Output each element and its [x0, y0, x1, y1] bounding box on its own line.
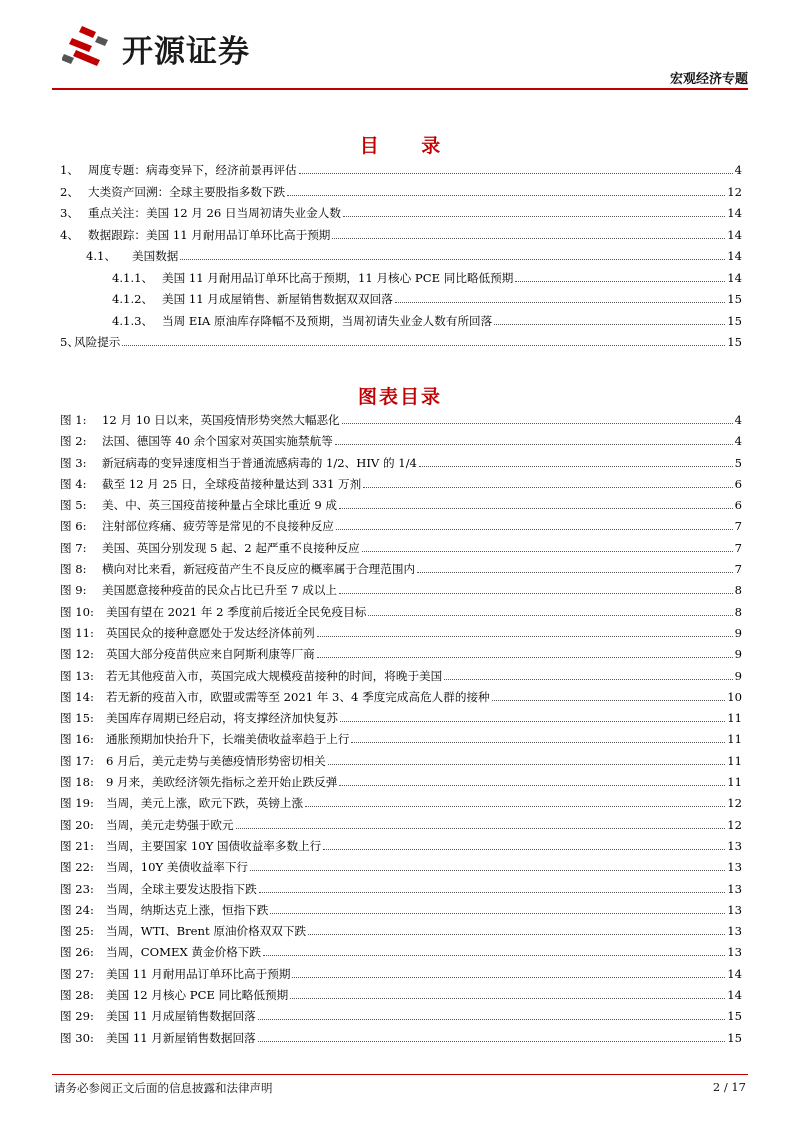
- dot-leader: [339, 508, 733, 509]
- figure-entry-page: 11: [727, 711, 742, 726]
- figure-entry-title: 当周，10Y 美债收益率下行: [106, 860, 249, 875]
- dot-leader: [419, 466, 733, 467]
- dot-leader: [339, 593, 733, 594]
- figure-entry[interactable]: [60, 795, 742, 816]
- dot-leader: [492, 700, 726, 701]
- figure-entry-number: 图 3:: [60, 455, 87, 470]
- figure-entry-title: 英国民众的接种意愿处于发达经济体前列: [106, 625, 315, 640]
- figure-entry[interactable]: [60, 753, 742, 774]
- figure-entry-number: 图 13:: [60, 668, 94, 683]
- figure-entry-title: 美国库存周期已经启动，将支撑经济加快复苏: [106, 711, 338, 726]
- toc-entry-title: 风险提示: [74, 335, 121, 349]
- figure-entry-number: 图 30:: [60, 1030, 94, 1045]
- page-header: [0, 0, 800, 92]
- toc-entry[interactable]: [60, 162, 742, 184]
- dot-leader: [342, 423, 733, 424]
- figure-entry-page: 10: [727, 689, 742, 704]
- dot-leader: [236, 828, 726, 829]
- figure-entry-page: 4: [734, 413, 742, 427]
- figure-entry-page: 13: [727, 860, 742, 875]
- figure-entry-title: 若无其他疫苗入市，英国完成大规模疫苗接种的时间，将晚于美国: [106, 668, 443, 683]
- toc-entry-title: 当周 EIA 原油库存降幅不及预期，当周初请失业金人数有所回落: [162, 313, 493, 328]
- figure-entry-title: 法国、德国等 40 余个国家对英国实施禁航等: [102, 434, 333, 449]
- toc-entry-page: 14: [727, 227, 742, 242]
- figure-entry[interactable]: [60, 646, 742, 667]
- toc-entry-number: 4.1.2、: [112, 292, 154, 306]
- figure-entry-page: 11: [727, 775, 742, 790]
- dot-leader: [363, 487, 732, 488]
- figure-entry-title: 美国 11 月成屋销售数据回落: [106, 1009, 256, 1024]
- dot-leader: [444, 679, 732, 680]
- figure-entry-title: 英国大部分疫苗供应来自阿斯利康等厂商: [106, 647, 315, 662]
- figure-entry[interactable]: [60, 497, 742, 518]
- figure-entry-page: 14: [727, 988, 742, 1003]
- figure-entry[interactable]: [60, 604, 742, 625]
- kaiyuan-logo-icon: [62, 24, 112, 72]
- figure-entry-number: 图 19:: [60, 796, 94, 811]
- toc-entry[interactable]: [60, 184, 742, 206]
- figure-entry-page: 13: [727, 902, 742, 917]
- figure-entry-number: 图 18:: [60, 775, 94, 790]
- figure-entry[interactable]: [60, 412, 742, 433]
- figure-entry[interactable]: [60, 476, 742, 497]
- dot-leader: [362, 551, 733, 552]
- toc-entry-number: 3、: [60, 206, 79, 220]
- figure-entry-title: 9 月来，美欧经济领先指标之差开始止跌反弹: [106, 775, 338, 790]
- dot-leader: [292, 977, 725, 978]
- toc-entry[interactable]: [60, 334, 742, 356]
- toc-entry-page: 15: [727, 313, 742, 328]
- figure-entry-page: 6: [734, 476, 742, 491]
- footer-disclaimer: 请务必参阅正文后面的信息披露和法律声明: [54, 1081, 273, 1095]
- figure-entry-title: 若无新的疫苗入市，欧盟或需等至 2021 年 3、4 季度完成高危人群的接种: [106, 689, 490, 704]
- figure-entry-title: 注射部位疼痛、疲劳等是常见的不良接种反应: [102, 519, 334, 534]
- figure-entry[interactable]: [60, 518, 742, 539]
- figure-entry-number: 图 26:: [60, 945, 94, 960]
- dot-leader: [515, 281, 725, 282]
- dot-leader: [308, 934, 725, 935]
- figure-entry-page: 8: [734, 604, 742, 619]
- figure-entry-number: 图 17:: [60, 753, 94, 768]
- figure-entry-number: 图 7:: [60, 540, 87, 555]
- figure-entry-number: 图 23:: [60, 881, 94, 896]
- figure-entry-page: 11: [727, 732, 742, 747]
- figure-entry-number: 图 25:: [60, 924, 94, 939]
- dot-leader: [258, 1019, 726, 1020]
- toc-entry-number: 4.1、: [86, 249, 117, 263]
- figure-entry-number: 图 16:: [60, 732, 94, 747]
- figure-entry[interactable]: [60, 966, 742, 987]
- figure-entry-title: 美国愿意接种疫苗的民众占比已升至 7 成以上: [102, 583, 338, 598]
- figure-entry-page: 12: [727, 796, 742, 811]
- figure-entry-page: 9: [734, 647, 742, 662]
- figure-list-title: 图表目录: [357, 386, 442, 408]
- figure-entry[interactable]: [60, 561, 742, 582]
- list-of-figures: [60, 412, 742, 1051]
- figure-entry[interactable]: [60, 774, 742, 795]
- figure-entry-title: 美国、英国分别发现 5 起、2 起严重不良接种反应: [102, 540, 360, 555]
- toc-subsubentry[interactable]: [60, 270, 742, 292]
- figure-entry-page: 11: [727, 753, 742, 768]
- figure-entry[interactable]: [60, 902, 742, 923]
- dot-leader: [258, 1041, 726, 1042]
- toc-entry-title: 美国数据: [132, 249, 179, 263]
- figure-entry-title: 12 月 10 日以来，英国疫情形势突然大幅恶化: [102, 413, 340, 427]
- dot-leader: [122, 345, 725, 346]
- toc-entry-number: 1、: [60, 163, 79, 177]
- toc-entry-number: 5、: [60, 335, 79, 349]
- figure-entry-title: 美国 11 月新屋销售数据回落: [106, 1030, 256, 1045]
- footer-divider: [52, 1074, 748, 1075]
- figure-entry-title: 当周，WTI、Brent 原油价格双双下跌: [106, 924, 307, 939]
- toc-entry-number: 4.1.3、: [112, 313, 154, 328]
- dot-leader: [368, 615, 732, 616]
- figure-entry-title: 通胀预期加快抬升下，长端美债收益率趋于上行: [106, 732, 350, 747]
- dot-leader: [343, 216, 725, 217]
- figure-entry-page: 14: [727, 966, 742, 981]
- figure-entry-page: 4: [734, 434, 742, 449]
- toc-entry-title: 数据跟踪：美国 11 月耐用品订单环比高于预期: [88, 227, 331, 242]
- dot-leader: [290, 998, 725, 999]
- toc-subentry[interactable]: [60, 248, 742, 270]
- dot-leader: [417, 572, 733, 573]
- figure-entry-number: 图 12:: [60, 647, 94, 662]
- toc-entry-title: 重点关注：美国 12 月 26 日当周初请失业金人数: [88, 206, 341, 220]
- figure-entry[interactable]: [60, 944, 742, 965]
- dot-leader: [494, 324, 725, 325]
- figure-entry-page: 13: [727, 881, 742, 896]
- figure-entry-number: 图 22:: [60, 860, 94, 875]
- figure-entry-title: 当周，美元上涨，欧元下跌，英镑上涨: [106, 796, 304, 811]
- dot-leader: [263, 955, 725, 956]
- figure-entry-title: 新冠病毒的变异速度相当于普通流感病毒的 1/2、HIV 的 1/4: [102, 455, 417, 470]
- report-type-label: 宏观经济专题: [669, 72, 748, 87]
- dot-leader: [270, 913, 725, 914]
- toc-entry-number: 2、: [60, 184, 79, 199]
- dot-leader: [328, 764, 725, 765]
- figure-entry[interactable]: [60, 881, 742, 902]
- dot-leader: [332, 238, 725, 239]
- dot-leader: [250, 870, 725, 871]
- header-divider: [52, 88, 748, 90]
- figure-entry-title: 当周，COMEX 黄金价格下跌: [106, 945, 261, 960]
- figure-entry-title: 截至 12 月 25 日，全球疫苗接种量达到 331 万剂: [102, 476, 362, 491]
- figure-entry[interactable]: [60, 838, 742, 859]
- figure-entry-title: 当周，美元走势强于欧元: [106, 817, 234, 832]
- figure-entry[interactable]: [60, 923, 742, 944]
- figure-entry[interactable]: [60, 455, 742, 476]
- figure-entry[interactable]: [60, 668, 742, 689]
- figure-entry[interactable]: [60, 540, 742, 561]
- dot-leader: [351, 742, 725, 743]
- figure-entry-number: 图 27:: [60, 966, 94, 981]
- figure-entry[interactable]: [60, 710, 742, 731]
- figure-entry-number: 图 2:: [60, 434, 87, 449]
- dot-leader: [305, 806, 725, 807]
- dot-leader: [259, 892, 726, 893]
- figure-entry-number: 图 29:: [60, 1009, 94, 1024]
- toc-entry-page: 14: [727, 249, 742, 263]
- toc-entry-page: 14: [727, 206, 742, 220]
- figure-entry-page: 9: [734, 668, 742, 683]
- dot-leader: [317, 657, 733, 658]
- dot-leader: [317, 636, 733, 637]
- figure-entry[interactable]: [60, 433, 742, 454]
- figure-entry-page: 5: [734, 455, 742, 470]
- figure-entry-title: 美国有望在 2021 年 2 季度前后接近全民免疫目标: [106, 604, 367, 619]
- figure-entry-number: 图 10:: [60, 604, 94, 619]
- figure-entry[interactable]: [60, 1030, 742, 1051]
- figure-entry[interactable]: [60, 582, 742, 603]
- figure-entry-number: 图 15:: [60, 711, 94, 726]
- toc-entry-title: 美国 11 月耐用品订单环比高于预期，11 月核心 PCE 同比略低预期: [162, 270, 514, 285]
- dot-leader: [335, 444, 733, 445]
- figure-entry-title: 美国 11 月耐用品订单环比高于预期: [106, 966, 291, 981]
- figure-entry[interactable]: [60, 689, 742, 710]
- figure-entry-number: 图 1:: [60, 413, 87, 427]
- toc-entry-page: 4: [734, 163, 742, 177]
- dot-leader: [340, 721, 725, 722]
- figure-entry-title: 美、中、英三国疫苗接种量占全球比重近 9 成: [102, 498, 338, 513]
- toc-entry-title: 美国 11 月成屋销售、新屋销售数据双双回落: [162, 292, 393, 306]
- figure-entry-page: 7: [734, 519, 742, 534]
- figure-entry-title: 6 月后，美元走势与美德疫情形势密切相关: [106, 753, 326, 768]
- toc-entry-page: 14: [727, 270, 742, 285]
- figure-entry[interactable]: [60, 817, 742, 838]
- brand-name: 开源证券: [122, 34, 250, 70]
- figure-entry[interactable]: [60, 1008, 742, 1029]
- dot-leader: [323, 849, 725, 850]
- dot-leader: [180, 259, 725, 260]
- toc-entry-page: 15: [727, 292, 742, 306]
- toc-subsubentry[interactable]: [60, 291, 742, 313]
- figure-entry-page: 7: [734, 540, 742, 555]
- dot-leader: [395, 302, 725, 303]
- figure-entry-title: 当周，全球主要发达股指下跌: [106, 881, 257, 896]
- toc-entry[interactable]: [60, 205, 742, 227]
- figure-entry-number: 图 9:: [60, 583, 87, 598]
- figure-entry-page: 13: [727, 924, 742, 939]
- figure-entry-number: 图 21:: [60, 838, 94, 853]
- figure-entry[interactable]: [60, 625, 742, 646]
- figure-entry-page: 13: [727, 838, 742, 853]
- figure-entry-number: 图 20:: [60, 817, 94, 832]
- figure-entry-page: 8: [734, 583, 742, 598]
- figure-entry-page: 7: [734, 562, 742, 577]
- dot-leader: [336, 529, 733, 530]
- toc-entry[interactable]: [60, 227, 742, 249]
- figure-entry-title: 横向对比来看，新冠疫苗产生不良反应的概率属于合理范围内: [102, 562, 416, 577]
- toc-entry-number: 4.1.1、: [112, 270, 154, 285]
- toc-entry-page: 15: [727, 335, 742, 349]
- figure-entry[interactable]: [60, 731, 742, 752]
- figure-entry-number: 图 14:: [60, 689, 94, 704]
- figure-entry-number: 图 8:: [60, 562, 87, 577]
- page-number: 2 / 17: [712, 1080, 746, 1094]
- dot-leader: [339, 785, 725, 786]
- figure-entry-page: 9: [734, 625, 742, 640]
- toc-entry-title: 周度专题：病毒变异下，经济前景再评估: [88, 163, 297, 177]
- figure-entry[interactable]: [60, 859, 742, 880]
- toc-title: 目 录: [359, 135, 459, 157]
- figure-entry-page: 15: [727, 1009, 742, 1024]
- figure-entry-page: 6: [734, 498, 742, 513]
- figure-entry-title: 美国 12 月核心 PCE 同比略低预期: [106, 988, 289, 1003]
- toc-entry-page: 12: [727, 184, 742, 199]
- dot-leader: [287, 195, 725, 196]
- dot-leader: [299, 173, 733, 174]
- figure-entry-page: 12: [727, 817, 742, 832]
- figure-entry-page: 13: [727, 945, 742, 960]
- figure-entry-number: 图 5:: [60, 498, 87, 513]
- figure-entry-page: 15: [727, 1030, 742, 1045]
- toc-entry-title: 大类资产回溯：全球主要股指多数下跌: [88, 184, 286, 199]
- figure-entry-title: 当周，纳斯达克上涨，恒指下跌: [106, 902, 269, 917]
- figure-entry-number: 图 28:: [60, 988, 94, 1003]
- toc-entry-number: 4、: [60, 227, 79, 242]
- figure-entry-number: 图 24:: [60, 902, 94, 917]
- figure-entry-number: 图 4:: [60, 476, 87, 491]
- figure-entry-number: 图 6:: [60, 519, 87, 534]
- figure-entry-number: 图 11:: [60, 625, 94, 640]
- figure-entry[interactable]: [60, 987, 742, 1008]
- figure-entry-title: 当周，主要国家 10Y 国债收益率多数上行: [106, 838, 322, 853]
- table-of-contents: [60, 162, 742, 356]
- toc-subsubentry[interactable]: [60, 313, 742, 335]
